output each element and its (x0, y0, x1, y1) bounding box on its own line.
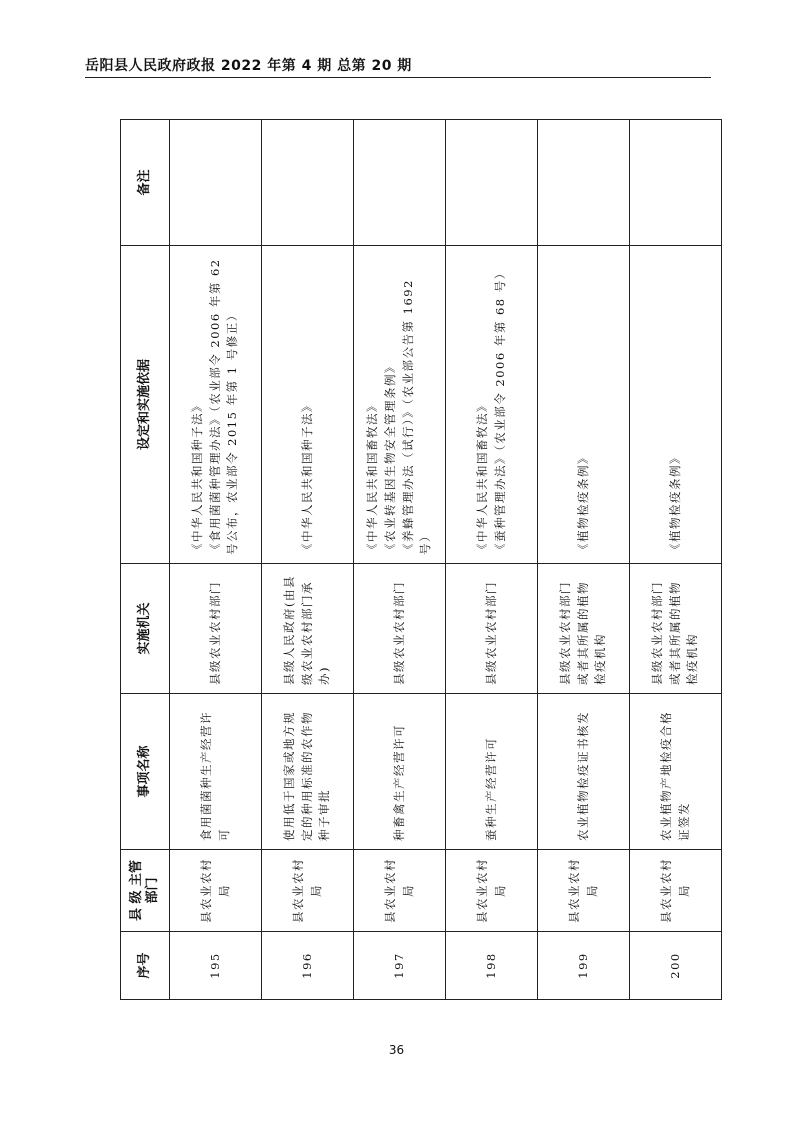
cell-seq: 197 (354, 932, 446, 1000)
cell-agency: 县级人民政府(由县级农业农村部门承办) (262, 564, 354, 694)
col-header-name: 事项名称 (121, 694, 170, 850)
cell-dept: 县农业农村局 (170, 850, 262, 932)
basis-line: 《中华人民共和国种子法》 (299, 399, 314, 555)
cell-seq: 199 (538, 932, 630, 1000)
cell-basis (170, 246, 262, 564)
cell-dept: 县农业农村局 (354, 850, 446, 932)
cell-seq: 200 (630, 932, 722, 1000)
table-row (630, 120, 722, 1000)
cell-basis (630, 246, 722, 564)
col-header-seq: 序号 (121, 932, 170, 1000)
basis-line: 《中华人民共和国种子法》 (189, 399, 204, 555)
cell-remark (170, 120, 262, 246)
basis-line: 《中华人民共和国畜牧法》 (474, 399, 489, 555)
table-row (170, 120, 262, 1000)
table-row (446, 120, 538, 1000)
cell-dept: 县农业农村局 (630, 850, 722, 932)
cell-agency: 县级农业农村部门 (354, 564, 446, 694)
table-row (354, 120, 446, 1000)
table-header-row (121, 120, 170, 1000)
col-header-remark: 备注 (121, 120, 170, 246)
cell-agency: 县级农业农村部门或者其所属的植物检疫机构 (538, 564, 630, 694)
page-header: 岳阳县人民政府政报 2022 年第 4 期 总第 20 期 (85, 58, 412, 74)
cell-remark (630, 120, 722, 246)
cell-name: 食用菌菌种生产经营许可 (170, 694, 262, 850)
cell-name: 种畜禽生产经营许可 (354, 694, 446, 850)
cell-name: 使用低于国家或地方规定的种用标准的农作物种子审批 (262, 694, 354, 850)
cell-seq: 196 (262, 932, 354, 1000)
cell-remark (262, 120, 354, 246)
col-header-agency: 实施机关 (121, 564, 170, 694)
rotated-table-container (120, 120, 700, 1000)
cell-basis (262, 246, 354, 564)
cell-basis (538, 246, 630, 564)
cell-dept: 县农业农村局 (262, 850, 354, 932)
cell-remark (446, 120, 538, 246)
col-header-dept: 县 级 主管部门 (121, 850, 170, 932)
cell-remark (538, 120, 630, 246)
table-row (262, 120, 354, 1000)
cell-name: 农业植物产地检疫合格证签发 (630, 694, 722, 850)
basis-line: 《植物检疫条例》 (575, 451, 590, 555)
cell-basis (446, 246, 538, 564)
table-row (538, 120, 630, 1000)
cell-seq: 195 (170, 932, 262, 1000)
basis-line: 《蚕种管理办法》（农业部令 2006 年第 68 号） (492, 266, 507, 555)
basis-line: 《农业转基因生物安全管理条例》 (382, 360, 397, 555)
col-header-basis: 设定和实施依据 (121, 246, 170, 564)
header-divider (85, 77, 711, 78)
cell-remark (354, 120, 446, 246)
cell-agency: 县级农业农村部门或者其所属的植物检疫机构 (630, 564, 722, 694)
cell-name: 蚕种生产经营许可 (446, 694, 538, 850)
basis-line: 《中华人民共和国畜牧法》 (364, 399, 379, 555)
cell-name: 农业植物检疫证书核发 (538, 694, 630, 850)
cell-basis (354, 246, 446, 564)
cell-agency: 县级农业农村部门 (446, 564, 538, 694)
cell-dept: 县农业农村局 (538, 850, 630, 932)
basis-line: 《食用菌菌种管理办法》（农业部令 2006 年第 62 号公布，农业部令 2015 年第 1 号修正） (207, 258, 240, 555)
cell-agency: 县级农业农村部门 (170, 564, 262, 694)
page-number: 36 (388, 1043, 405, 1057)
cell-dept: 县农业农村局 (446, 850, 538, 932)
basis-line: 《养蜂管理办法（试行）》（农业部公告第 1692 号） (400, 279, 433, 555)
cell-seq: 198 (446, 932, 538, 1000)
approval-items-table (120, 119, 722, 1000)
basis-line: 《植物检疫条例》 (667, 451, 682, 555)
